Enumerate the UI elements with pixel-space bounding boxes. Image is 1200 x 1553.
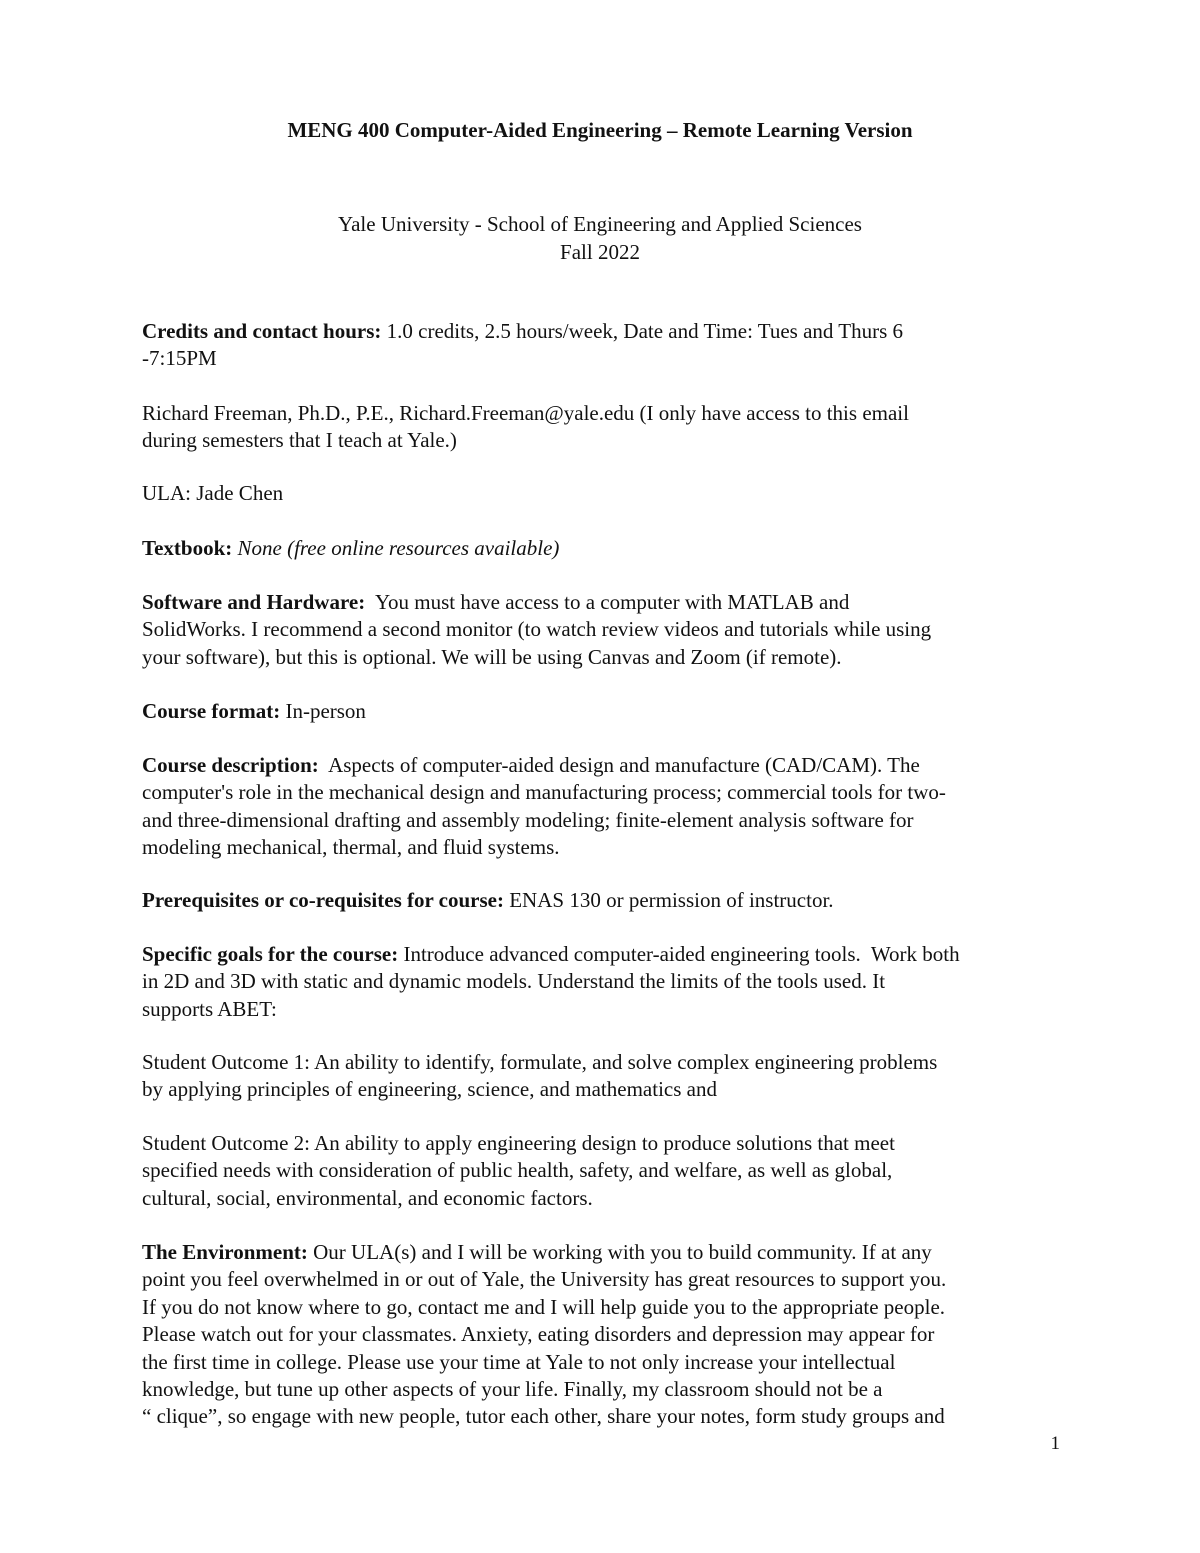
page-number: 1 <box>1050 1433 1060 1454</box>
description-text-line: computer's role in the mechanical design and manufacturing process; commercial tools for two- <box>142 780 946 805</box>
environment-text-line: Our ULA(s) and I will be working with you to build community. If at any <box>307 1240 932 1264</box>
goals-text-line: supports ABET: <box>142 996 277 1021</box>
outcome2-text-line: Student Outcome 2: An ability to apply engineering design to produce solutions that meet <box>142 1131 895 1155</box>
ula-paragraph <box>142 480 1062 507</box>
software-paragraph <box>142 589 1062 671</box>
environment-text-line: the first time in college. Please use your time at Yale to not only increase your intellectual <box>142 1349 896 1374</box>
outcome2-paragraph <box>142 1130 1062 1212</box>
environment-label: The Environment: <box>142 1240 308 1264</box>
goals-label: Specific goals for the course: <box>142 942 399 966</box>
outcome1-text-line: by applying principles of engineering, science, and mathematics and <box>142 1077 717 1102</box>
environment-text-line: Please watch out for your classmates. Anxiety, eating disorders and depression may appear for <box>142 1322 935 1347</box>
outcome2-text-line: cultural, social, environmental, and economic factors. <box>142 1185 593 1210</box>
ula-text: ULA: Jade Chen <box>142 481 284 505</box>
credits-paragraph <box>142 318 1062 373</box>
description-text-line: Aspects of computer-aided design and manufacture (CAD/CAM). The <box>318 753 920 777</box>
credits-text-line: 1.0 credits, 2.5 hours/week, Date and Time: Tues and Thurs 6 <box>381 319 904 343</box>
instructor-paragraph <box>142 400 1062 455</box>
software-text-line: You must have access to a computer with MATLAB and <box>365 590 850 614</box>
environment-text-line: point you feel overwhelmed in or out of Yale, the University has great resources to support you. <box>142 1267 947 1292</box>
document-subtitle <box>0 210 1200 266</box>
environment-text-line: knowledge, but tune up other aspects of your life. Finally, my classroom should not be a <box>142 1377 883 1402</box>
outcome1-paragraph <box>142 1049 1062 1104</box>
textbook-value: None (free online resources available) <box>237 536 560 560</box>
software-label: Software and Hardware: <box>142 590 366 614</box>
format-paragraph <box>142 698 1062 725</box>
environment-text-line: “ clique”, so engage with new people, tutor each other, share your notes, form study groups and <box>142 1404 945 1429</box>
description-text-line: and three-dimensional drafting and assembly modeling; finite-element analysis software for <box>142 807 914 832</box>
document-title: MENG 400 Computer-Aided Engineering – Remote Learning Version <box>287 118 913 142</box>
description-paragraph <box>142 752 1062 862</box>
institution-line: Yale University - School of Engineering and Applied Sciences <box>338 212 862 236</box>
description-text-line: modeling mechanical, thermal, and fluid systems. <box>142 835 560 860</box>
description-label: Course description: <box>142 753 319 777</box>
software-text-line: your software), but this is optional. We will be using Canvas and Zoom (if remote). <box>142 644 842 669</box>
textbook-label: Textbook: <box>142 536 233 560</box>
textbook-paragraph <box>142 535 1062 562</box>
environment-paragraph <box>142 1239 1062 1431</box>
format-label: Course format: <box>142 699 281 723</box>
prerequisites-paragraph <box>142 887 1062 914</box>
credits-text-line: -7:15PM <box>142 346 217 371</box>
software-text-line: SolidWorks. I recommend a second monitor (to watch review videos and tutorials while using <box>142 617 932 642</box>
format-value: In-person <box>280 699 366 723</box>
term-line: Fall 2022 <box>560 240 640 264</box>
prerequisites-value: ENAS 130 or permission of instructor. <box>503 888 834 912</box>
goals-text-line: in 2D and 3D with static and dynamic models. Understand the limits of the tools used. It <box>142 969 886 994</box>
instructor-text-line: Richard Freeman, Ph.D., P.E., Richard.Freeman@yale.edu (I only have access to this email <box>142 401 909 425</box>
instructor-text-line: during semesters that I teach at Yale.) <box>142 428 457 453</box>
goals-paragraph <box>142 941 1062 1023</box>
goals-text-line: Introduce advanced computer-aided engineering tools. Work both <box>398 942 960 966</box>
credits-label: Credits and contact hours: <box>142 319 382 343</box>
outcome1-text-line: Student Outcome 1: An ability to identify, formulate, and solve complex engineering problems <box>142 1050 938 1074</box>
environment-text-line: If you do not know where to go, contact me and I will help guide you to the appropriate people. <box>142 1294 946 1319</box>
prerequisites-label: Prerequisites or co-requisites for course: <box>142 888 504 912</box>
outcome2-text-line: specified needs with consideration of public health, safety, and welfare, as well as global, <box>142 1158 893 1183</box>
